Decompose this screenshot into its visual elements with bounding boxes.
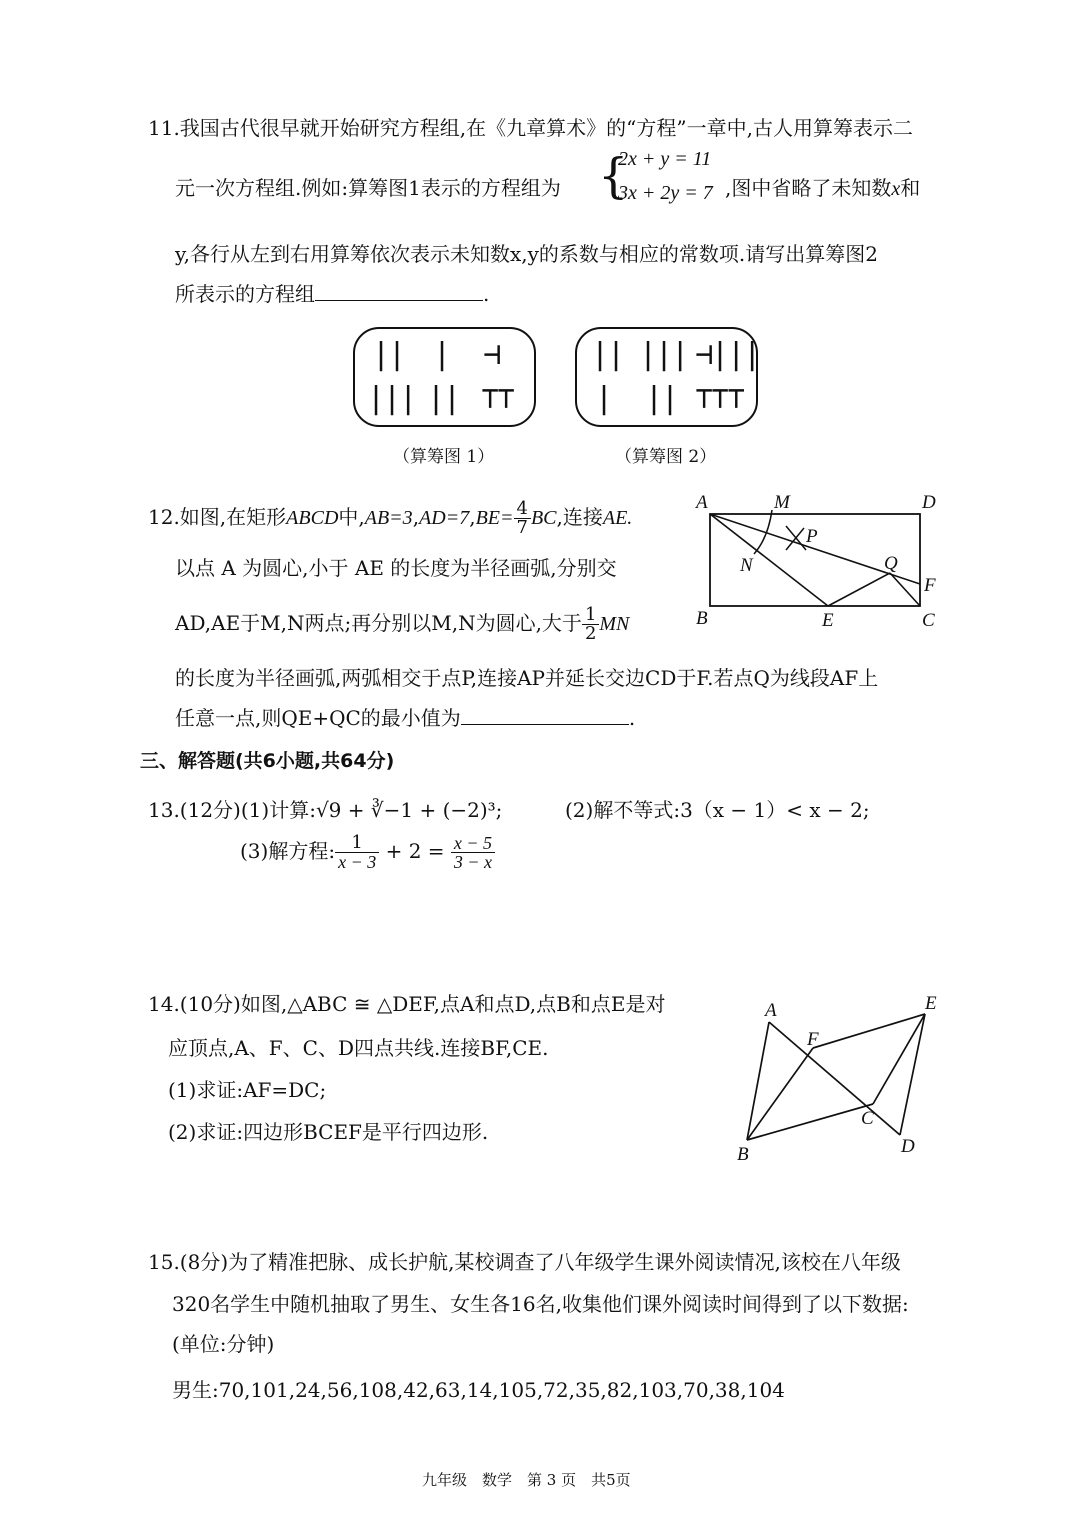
q13-part3-label: (3)解方程: xyxy=(240,839,336,863)
q11-line2-he: 和 xyxy=(900,176,921,200)
q12-frac-num: 4 xyxy=(514,500,531,519)
q12-fraction-half xyxy=(582,606,599,643)
q14-line4: (2)求证:四边形BCEF是平行四边形. xyxy=(168,1120,489,1144)
label-N: N xyxy=(740,555,753,576)
rod-1-1: || xyxy=(372,337,405,372)
label-Q: Q xyxy=(884,553,898,574)
q13-right-num: x − 5 xyxy=(451,834,495,853)
rod-figure-2-caption: （算筹图 2） xyxy=(615,447,717,467)
q12-line5-text: 任意一点,则QE+QC的最小值为 xyxy=(175,706,461,730)
q11-line2-tail xyxy=(725,172,920,201)
rod-1-6: ⊤⊤ xyxy=(481,381,514,416)
label-M: M xyxy=(774,492,790,513)
q11-eq1: 2x + y = 11 xyxy=(618,148,712,170)
q12-abcd: ABCD xyxy=(286,507,339,529)
q11-line4-text: 所表示的方程组 xyxy=(175,282,315,306)
q13-left-num: 1 xyxy=(335,834,379,853)
label-A: A xyxy=(696,492,708,513)
q15-line4: 男生:70,101,24,56,108,42,63,14,105,72,35,82,103,70,38,104 xyxy=(172,1378,785,1402)
q11-var-x: x xyxy=(891,178,901,200)
q13-left-den: x − 3 xyxy=(338,852,377,872)
q12-text-b: 中, xyxy=(338,505,365,529)
q13-fraction-left xyxy=(335,834,379,871)
q12-bc: BC xyxy=(530,507,557,529)
label-B: B xyxy=(737,1144,749,1165)
label-E: E xyxy=(822,610,834,631)
q12-line5 xyxy=(175,702,635,731)
label-C: C xyxy=(861,1108,874,1129)
rod-2-5: || xyxy=(645,381,678,416)
q12-text-a: 12.如图,在矩形 xyxy=(148,505,287,529)
rod-1-5: || xyxy=(427,381,460,416)
q11-line4-period: . xyxy=(483,282,490,306)
label-P: P xyxy=(806,526,818,547)
q12-line1: 12.如图,在矩形ABCD中,AB=3,AD=7,BE= $\frac{4}{7}$ BC,连接AE. xyxy=(148,498,633,538)
section-heading: 三、解答题(共6小题,共64分) xyxy=(140,750,395,772)
rod-1-3: ⊣ xyxy=(483,337,500,372)
q15-line3: (单位:分钟) xyxy=(172,1332,275,1356)
label-B: B xyxy=(696,608,708,629)
q11-line2 xyxy=(175,172,561,201)
rod-figure-2 xyxy=(575,327,758,427)
q11-line2-tail-text: ,图中省略了未知数 xyxy=(725,176,892,200)
label-F: F xyxy=(924,575,936,596)
q13-part1-label: 13.(12分)(1)计算: xyxy=(148,798,316,822)
rod-2-4: | xyxy=(595,381,612,416)
rod-2-1: || xyxy=(591,337,624,372)
q12-half-num: 1 xyxy=(582,606,599,625)
q12-line3 xyxy=(175,606,629,643)
q13-fraction-right xyxy=(451,834,495,871)
q13-plus-two: + 2 = xyxy=(385,839,445,863)
brace-icon: { xyxy=(598,148,629,204)
label-D: D xyxy=(901,1136,915,1157)
q12-answer-blank[interactable] xyxy=(461,706,629,725)
rod-figure-1-caption: （算筹图 1） xyxy=(393,447,495,467)
q15-line2: 320名学生中随机抽取了男生、女生各16名,收集他们课外阅读时间得到了以下数据: xyxy=(172,1292,909,1316)
rod-2-6: ⊤⊤⊤ xyxy=(695,381,744,416)
q12-be: BE= xyxy=(475,507,514,529)
q11-answer-blank[interactable] xyxy=(315,282,483,301)
q11-eq2: 3x + 2y = 7 xyxy=(618,182,713,204)
q12-frac-den: 7 xyxy=(516,517,528,538)
label-C: C xyxy=(922,610,935,631)
q12-rectangle-figure xyxy=(690,488,950,633)
q12-text-c: ,连接 xyxy=(556,505,603,529)
rod-figure-1 xyxy=(353,327,536,427)
q12-line3-text: AD,AE于M,N两点;再分别以M,N为圆心,大于 xyxy=(175,611,582,635)
rod-2-3: ⊣||| xyxy=(695,337,760,372)
rod-2-2: ||| xyxy=(639,337,688,372)
rod-1-4: ||| xyxy=(367,381,416,416)
label-E: E xyxy=(925,993,937,1014)
q12-ad: AD=7 xyxy=(419,507,470,529)
q11-line2-text: 元一次方程组.例如:算筹图1表示的方程组为 xyxy=(175,176,561,200)
label-F: F xyxy=(807,1029,819,1050)
q11-line1: 11.我国古代很早就开始研究方程组,在《九章算术》的“方程”一章中,古人用算筹表示二 xyxy=(148,116,913,140)
page-footer: 九年级 数学 第 3 页 共5页 xyxy=(422,1471,631,1489)
q12-fraction-4-7 xyxy=(514,500,531,537)
q11-line4 xyxy=(175,278,489,307)
q12-mn: MN xyxy=(599,613,630,635)
q13-part1 xyxy=(148,794,502,823)
q13-part3 xyxy=(240,834,495,871)
q14-line1: 14.(10分)如图,△ABC ≅ △DEF,点A和点D,点B和点E是对 xyxy=(148,992,666,1016)
q12-line2: 以点 A 为圆心,小于 AE 的长度为半径画弧,分别交 xyxy=(175,556,617,580)
q12-ab: AB=3 xyxy=(364,507,413,529)
q13-part2: (2)解不等式:3（x − 1）< x − 2; xyxy=(565,798,870,822)
q12-line5-period: . xyxy=(628,706,636,730)
q14-line3: (1)求证:AF=DC; xyxy=(168,1078,327,1102)
q12-line4: 的长度为半径画弧,两弧相交于点P,连接AP并延长交边CD于F.若点Q为线段AF上 xyxy=(175,666,879,690)
q11-line3: y,各行从左到右用算筹依次表示未知数x,y的系数与相应的常数项.请写出算筹图2 xyxy=(175,242,879,266)
q13-right-den: 3 − x xyxy=(453,852,493,872)
label-A: A xyxy=(765,1000,777,1021)
rod-1-2: | xyxy=(433,337,450,372)
label-D: D xyxy=(922,492,936,513)
q13-part1-expression: √9 + ∛−1 + (−2)³; xyxy=(315,798,503,822)
q12-ae: AE. xyxy=(602,507,633,529)
q14-parallelogram-figure xyxy=(725,990,955,1170)
q14-line2: 应顶点,A、F、C、D四点共线.连接BF,CE. xyxy=(168,1036,549,1060)
q15-line1: 15.(8分)为了精准把脉、成长护航,某校调查了八年级学生课外阅读情况,该校在八年级 xyxy=(148,1250,901,1274)
q12-half-den: 2 xyxy=(584,623,597,644)
